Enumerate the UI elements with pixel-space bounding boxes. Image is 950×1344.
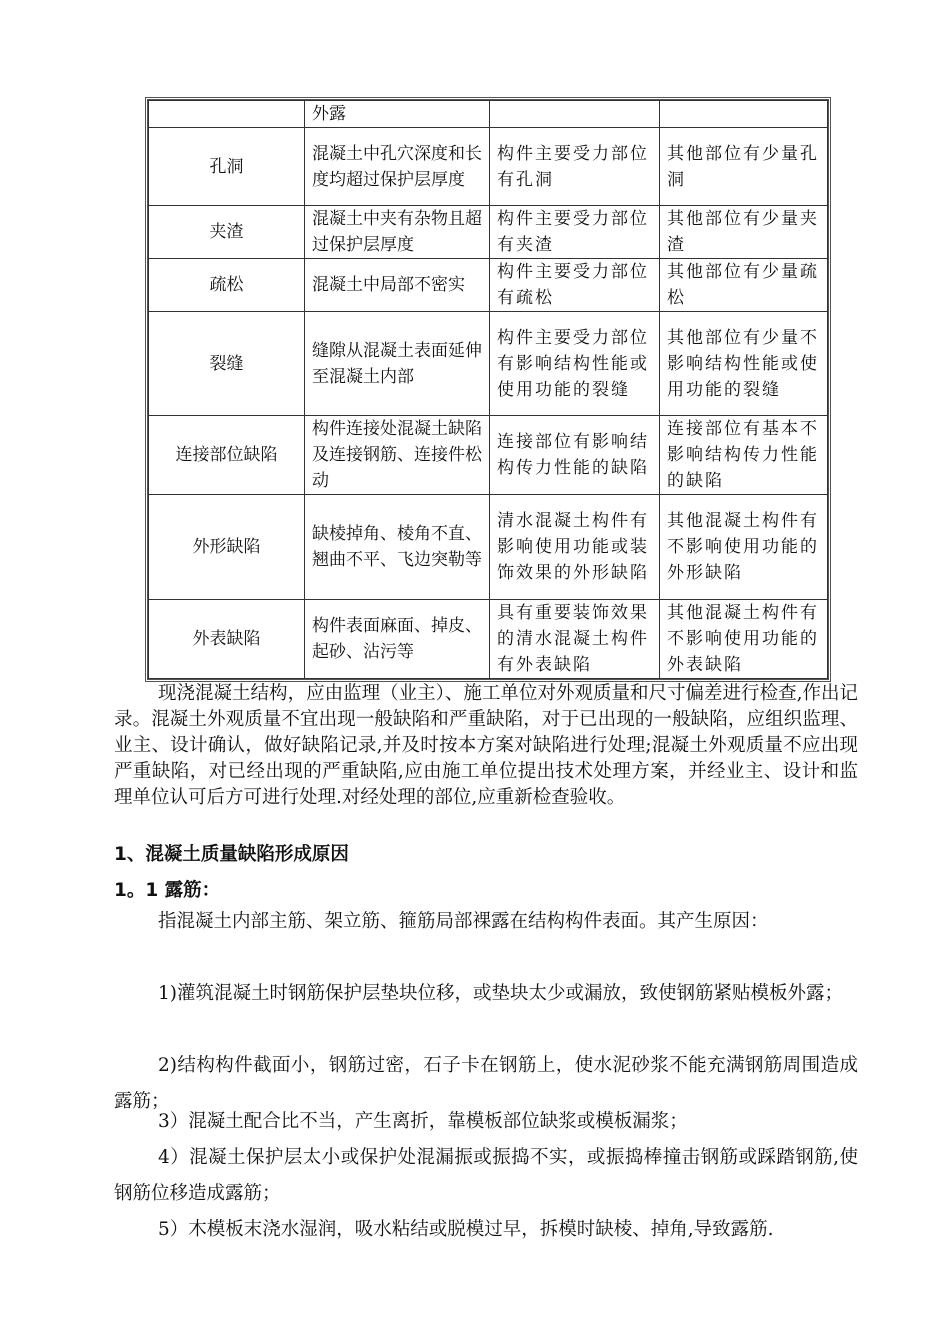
general-defect-cell (660, 101, 828, 128)
table-row (149, 128, 828, 206)
serious-defect-cell: 清水混凝土构件有影响使用功能或装饰效果的外形缺陷 (490, 495, 660, 600)
defect-name-cell: 外表缺陷 (149, 600, 305, 679)
defect-description-cell: 混凝土中孔穴深度和长度均超过保护层厚度 (305, 128, 490, 206)
cause-item: 1)灌筑混凝土时钢筋保护层垫块位移，或垫块太少或漏放，致使钢筋紧贴模板外露； (158, 983, 843, 1004)
defect-description-cell: 混凝土中局部不密实 (305, 259, 490, 312)
intro-paragraph: 指混凝土内部主筋、架立筋、箍筋局部裸露在结构构件表面。其产生原因： (158, 911, 769, 932)
defect-description-cell: 构件连接处混凝土缺陷及连接钢筋、连接件松动 (305, 416, 490, 495)
defect-name-cell: 裂缝 (149, 312, 305, 416)
cause-item: 5）木模板末浇水湿润，吸水粘结或脱模过早，拆模时缺棱、掉角,导致露筋. (158, 1219, 774, 1240)
table-row (149, 259, 828, 312)
table-row (149, 101, 828, 128)
general-defect-cell: 其他混凝土构件有不影响使用功能的外形缺陷 (660, 495, 828, 600)
defect-table-frame (145, 97, 831, 682)
cause-item: 4）混凝土保护层太小或保护处混漏振或振捣不实，或振捣棒撞击钢筋或踩踏钢筋,使钢筋位移造成露筋； (114, 1147, 858, 1204)
cause-item: 2)结构构件截面小，钢筋过密，石子卡在钢筋上，使水泥砂浆不能充满钢筋周围造成露筋； (114, 1055, 858, 1112)
general-defect-cell: 其他混凝土构件有不影响使用功能的外表缺陷 (660, 600, 828, 679)
inspection-paragraph: 现浇混凝土结构，应由监理（业主）、施工单位对外观质量和尺寸偏差进行检查,作出记录。混凝土外观质量不宜出现一般缺陷和严重缺陷，对于已出现的一般缺陷，应组织监理、业主、设计确认，做好缺陷记录,并及时按本方案对缺陷进行处理;混凝土外观质量不应出现严重缺陷，对已经出现的严重缺陷,应由施工单位提出技术处理方案，并经业主、设计和监理单位认可后方可进行处理.对经处理的部位,应重新检查验收。 (114, 683, 858, 808)
table-row (149, 416, 828, 495)
defect-description-cell: 缺棱掉角、棱角不直、翘曲不平、飞边突勒等 (305, 495, 490, 600)
cause-item: 3）混凝土配合比不当，产生离折，靠模板部位缺浆或模板漏浆； (158, 1111, 688, 1132)
defect-classification-table (148, 100, 828, 679)
general-defect-cell: 其他部位有少量孔洞 (660, 128, 828, 206)
defect-description-cell: 缝隙从混凝土表面延伸至混凝土内部 (305, 312, 490, 416)
serious-defect-cell: 构件主要受力部位有疏松 (490, 259, 660, 312)
defect-name-cell: 外形缺陷 (149, 495, 305, 600)
defect-name-cell: 疏松 (149, 259, 305, 312)
subsection-heading: 1。1 露筋： (114, 880, 221, 901)
table-row (149, 312, 828, 416)
serious-defect-cell (490, 101, 660, 128)
table-row (149, 206, 828, 259)
defect-description-cell: 外露 (305, 101, 490, 128)
defect-name-cell: 夹渣 (149, 206, 305, 259)
defect-name-cell (149, 101, 305, 128)
section-heading: 1、混凝土质量缺陷形成原因 (114, 844, 349, 865)
serious-defect-cell: 具有重要装饰效果的清水混凝土构件有外表缺陷 (490, 600, 660, 679)
defect-name-cell: 孔洞 (149, 128, 305, 206)
serious-defect-cell: 构件主要受力部位有孔洞 (490, 128, 660, 206)
table-row (149, 495, 828, 600)
table-row (149, 600, 828, 679)
serious-defect-cell: 构件主要受力部位有夹渣 (490, 206, 660, 259)
general-defect-cell: 其他部位有少量夹渣 (660, 206, 828, 259)
general-defect-cell: 其他部位有少量不影响结构性能或使用功能的裂缝 (660, 312, 828, 416)
general-defect-cell: 连接部位有基本不影响结构传力性能的缺陷 (660, 416, 828, 495)
serious-defect-cell: 连接部位有影响结构传力性能的缺陷 (490, 416, 660, 495)
defect-name-cell: 连接部位缺陷 (149, 416, 305, 495)
defect-description-cell: 构件表面麻面、掉皮、起砂、沾污等 (305, 600, 490, 679)
defect-description-cell: 混凝土中夹有杂物且超过保护层厚度 (305, 206, 490, 259)
general-defect-cell: 其他部位有少量疏松 (660, 259, 828, 312)
serious-defect-cell: 构件主要受力部位有影响结构性能或使用功能的裂缝 (490, 312, 660, 416)
